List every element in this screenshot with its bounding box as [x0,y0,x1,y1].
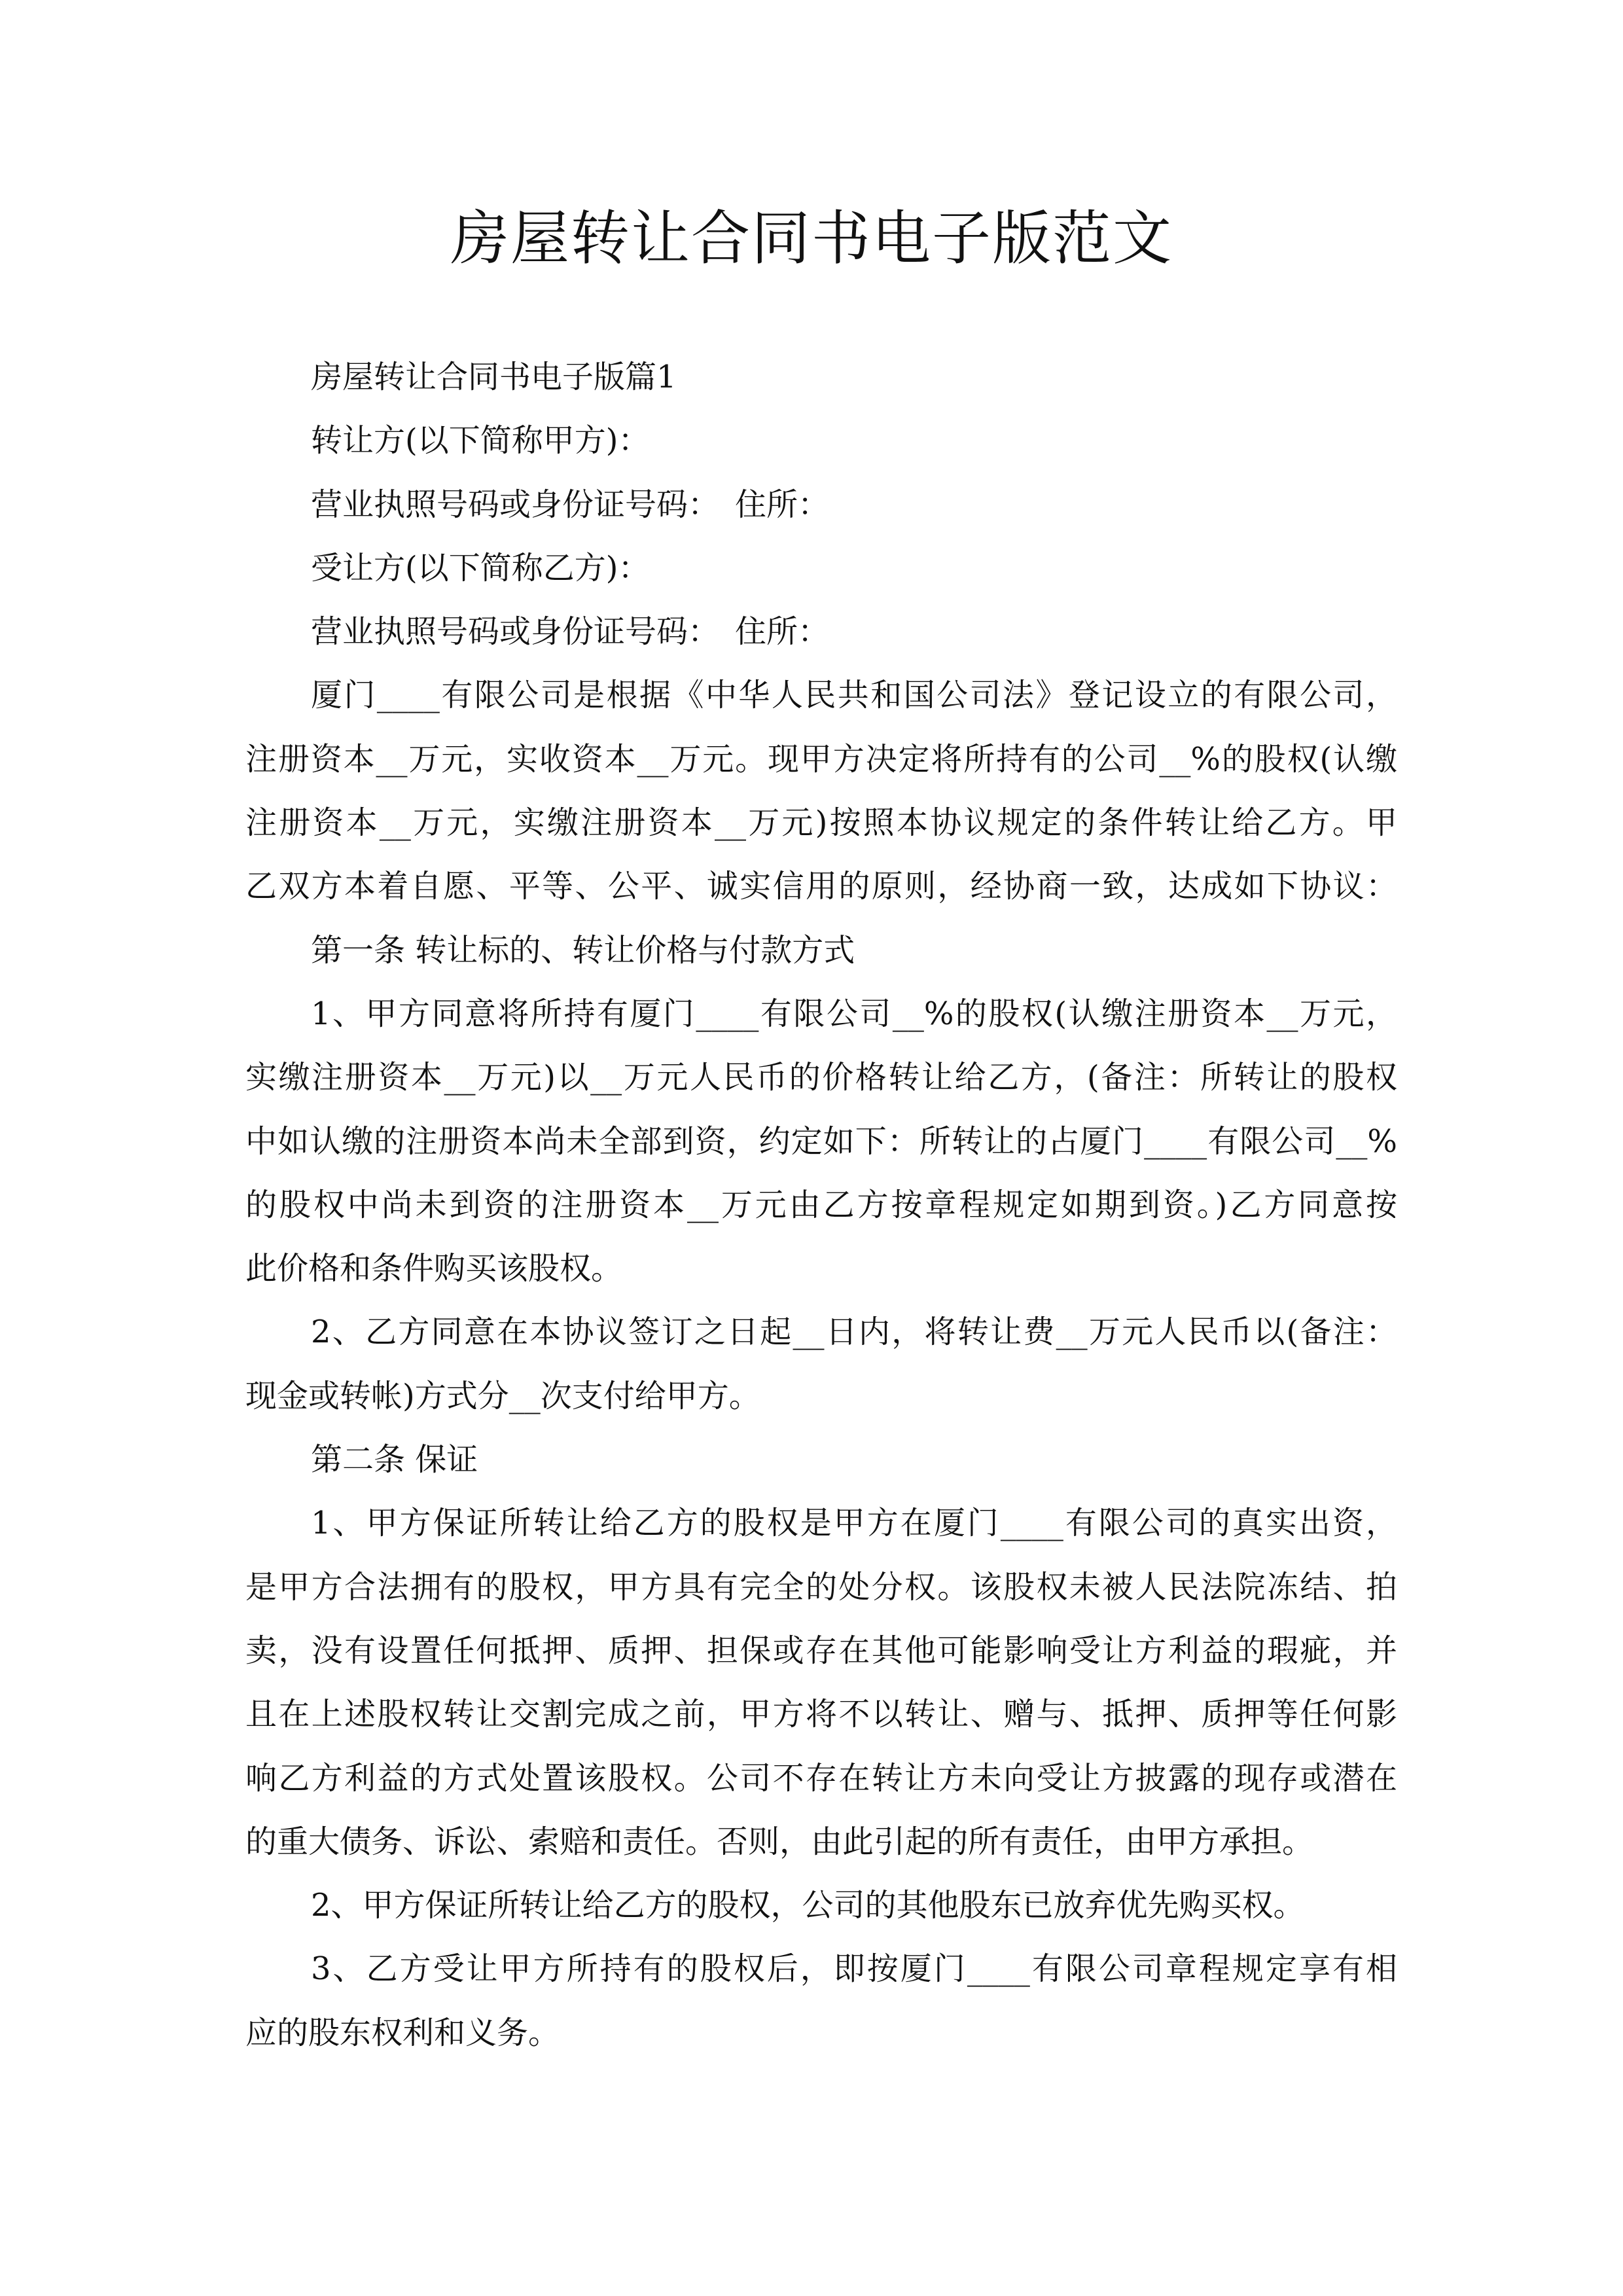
text-line: 房屋转让合同书电子版篇1 [311,359,677,395]
text-line: 转让方(以下简称甲方)： [311,422,650,459]
text-line: 的股权中尚未到资的注册资本__万元由乙方按章程规定如期到资。)乙方同意按 [245,1186,1397,1223]
text-line: 厦门____有限公司是根据《中华人民共和国公司法》登记设立的有限公司， [311,677,1397,714]
text-line: 第二条 保证 [311,1441,478,1479]
text-line: 注册资本__万元，实收资本__万元。现甲方决定将所持有的公司__%的股权(认缴 [245,740,1397,778]
text-line: 卖，没有设置任何抵押、质押、担保或存在其他可能影响受让方利益的瑕疵，并 [245,1632,1397,1669]
document-body [245,346,1397,2065]
text-line: 实缴注册资本__万元)以__万元人民币的价格转让给乙方，(备注：所转让的股权 [245,1059,1397,1096]
text-line: 是甲方合法拥有的股权，甲方具有完全的处分权。该股权未被人民法院冻结、拍 [245,1568,1397,1605]
text-line: 注册资本__万元，实缴注册资本__万元)按照本协议规定的条件转让给乙方。甲 [245,804,1397,842]
document-title: 房屋转让合同书电子版范文 [450,204,1173,273]
text-line: 2、甲方保证所转让给乙方的股权，公司的其他股东已放弃优先购买权。 [311,1887,1305,1924]
text-line: 受让方(以下简称乙方)： [311,549,650,586]
text-line: 营业执照号码或身份证号码： 住所： [311,486,830,523]
text-line: 此价格和条件购买该股权。 [245,1250,623,1287]
text-line: 营业执照号码或身份证号码： 住所： [311,613,830,651]
text-line: 响乙方利益的方式处置该股权。公司不存在转让方未向受让方披露的现存或潜在 [245,1759,1397,1797]
text-line: 2、乙方同意在本协议签订之日起__日内，将转让费__万元人民币以(备注： [311,1314,1397,1351]
text-line: 的重大债务、诉讼、索赔和责任。否则，由此引起的所有责任，由甲方承担。 [245,1823,1314,1860]
text-line: 第一条 转让标的、转让价格与付款方式 [311,931,855,969]
text-line: 3、乙方受让甲方所持有的股权后，即按厦门____有限公司章程规定享有相 [311,1950,1397,1988]
text-line: 1、甲方保证所转让给乙方的股权是甲方在厦门____有限公司的真实出资， [311,1505,1397,1542]
text-line: 中如认缴的注册资本尚未全部到资，约定如下：所转让的占厦门____有限公司__% [245,1122,1397,1160]
text-line: 1、甲方同意将所持有厦门____有限公司__%的股权(认缴注册资本__万元， [311,995,1397,1032]
text-line: 现金或转帐)方式分__次支付给甲方。 [245,1377,760,1414]
text-line: 乙双方本着自愿、平等、公平、诚实信用的原则，经协商一致，达成如下协议： [245,868,1397,905]
text-line: 且在上述股权转让交割完成之前，甲方将不以转让、赠与、抵押、质押等任何影 [245,1696,1397,1733]
text-line: 应的股东权利和义务。 [245,2014,560,2051]
